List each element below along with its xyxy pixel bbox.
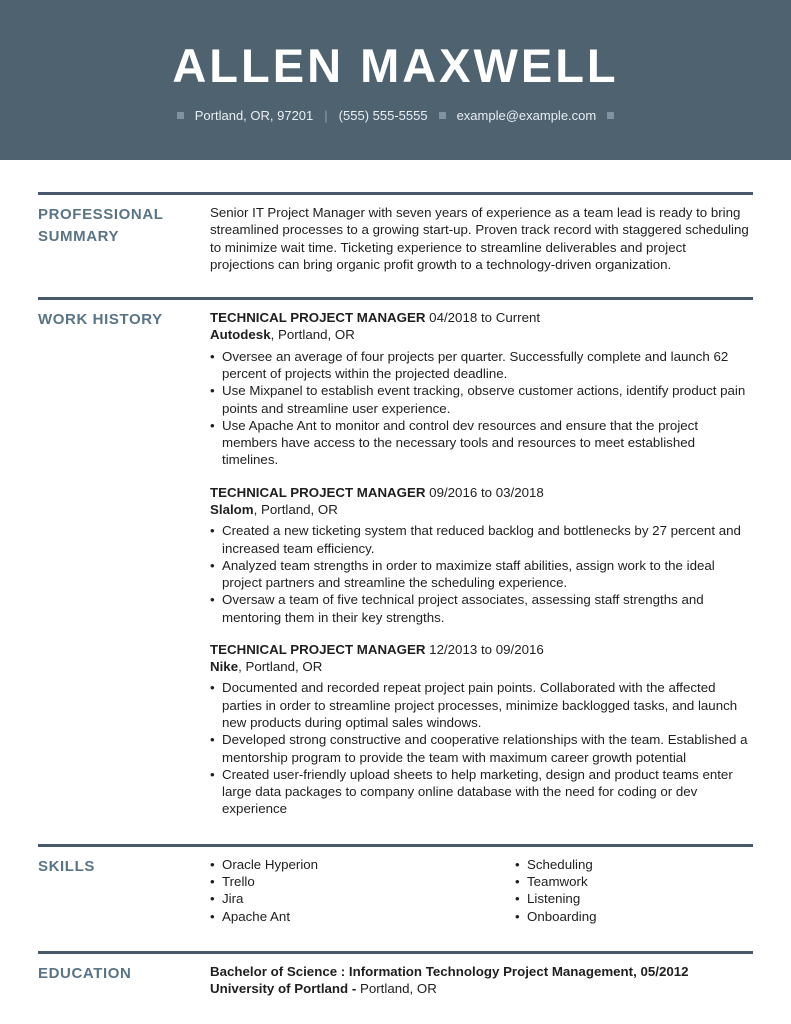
section-heading-skills: SKILLS xyxy=(38,857,95,875)
skill-item: • Jira xyxy=(210,890,515,907)
job-company-location: , Portland, OR xyxy=(270,327,355,343)
job-bullet: • Created a new ticketing system that reduced backlog and bottlenecks by 27 percent and increased team efficiency. xyxy=(210,522,753,557)
job-company-location: , Portland, OR xyxy=(253,501,338,517)
job-title: TECHNICAL PROJECT MANAGER xyxy=(210,310,426,326)
contact-email: example@example.com xyxy=(456,107,597,123)
education-degree: Bachelor of Science : Information Technology Project Management, 05/2012 xyxy=(210,963,689,979)
section-work-history xyxy=(38,297,753,818)
job-entry xyxy=(210,309,753,469)
job-company-location: , Portland, OR xyxy=(238,659,323,675)
education-school: University of Portland - xyxy=(210,981,357,997)
job-entry xyxy=(210,641,753,818)
job-company-line xyxy=(210,501,753,518)
job-title-line xyxy=(210,641,753,658)
job-bullet-list xyxy=(210,679,753,817)
job-bullet-list xyxy=(210,522,753,626)
job-dates: 04/2018 to Current xyxy=(425,310,541,326)
skills-column-left xyxy=(210,856,515,925)
section-heading-summary: PROFESSIONAL SUMMARY xyxy=(38,206,164,245)
skill-item: • Scheduling xyxy=(515,856,753,873)
job-bullet: • Use Mixpanel to establish event tracking, observe customer actions, identify product pain points and streamline user experience. xyxy=(210,382,753,417)
job-bullet: • Oversaw a team of five technical project associates, assessing staff strengths and mentoring them in their key strengths. xyxy=(210,591,753,626)
job-company: Slalom xyxy=(210,501,254,517)
summary-text: Senior IT Project Manager with seven years of experience as a team lead is ready to bring streamlined processes to a growing start-up. Proven track record with staggered scheduling to minimize wait time. Ticketing experience to streamline deliverables and project projections can bring organic profit growth to a technology-driven organization. xyxy=(210,205,749,272)
skill-item: • Teamwork xyxy=(515,873,753,890)
job-bullet: • Oversee an average of four projects per quarter. Successfully complete and launch 62 percent of projects within the projected deadline. xyxy=(210,348,753,383)
section-heading-education: EDUCATION xyxy=(38,964,132,982)
job-company: Nike xyxy=(210,659,239,675)
skills-column-right xyxy=(515,856,753,925)
square-bullet-icon xyxy=(439,112,446,119)
skill-item: • Trello xyxy=(210,873,515,890)
job-bullet: • Use Apache Ant to monitor and control dev resources and ensure that the project members have access to the necessary tools and resources to meet established timelines. xyxy=(210,417,753,469)
job-company: Autodesk xyxy=(210,327,271,343)
skill-item: • Onboarding xyxy=(515,908,753,925)
job-dates: 09/2016 to 03/2018 xyxy=(425,484,544,500)
education-school-line xyxy=(210,980,753,997)
section-skills xyxy=(38,844,753,925)
job-bullet-list xyxy=(210,348,753,469)
education-school-location: Portland, OR xyxy=(356,981,437,997)
header-banner xyxy=(0,0,791,160)
contact-line xyxy=(0,108,791,123)
job-title-line xyxy=(210,309,753,326)
job-dates: 12/2013 to 09/2016 xyxy=(425,641,544,657)
job-company-line xyxy=(210,326,753,343)
section-professional-summary xyxy=(38,192,753,273)
candidate-name: ALLEN MAXWELL xyxy=(172,39,619,92)
resume-body xyxy=(0,192,791,997)
contact-phone: (555) 555-5555 xyxy=(338,107,428,123)
square-bullet-icon xyxy=(177,112,184,119)
square-bullet-icon xyxy=(607,112,614,119)
job-title: TECHNICAL PROJECT MANAGER xyxy=(210,484,426,500)
contact-location: Portland, OR, 97201 xyxy=(194,107,314,123)
job-bullet: • Developed strong constructive and cooperative relationships with the team. Established a mentorship program to provide the team with maximum career growth potential xyxy=(210,731,753,766)
skill-item: • Apache Ant xyxy=(210,908,515,925)
job-entry xyxy=(210,484,753,626)
skills-columns xyxy=(210,856,753,925)
pipe-separator: | xyxy=(324,107,328,123)
skill-item: • Oracle Hyperion xyxy=(210,856,515,873)
job-company-line xyxy=(210,658,753,675)
skill-item: • Listening xyxy=(515,890,753,907)
job-title: TECHNICAL PROJECT MANAGER xyxy=(210,641,426,657)
job-bullet: • Created user-friendly upload sheets to help marketing, design and product teams enter large data packages to company online database with the need for coding or dev experience xyxy=(210,766,753,818)
job-bullet: • Analyzed team strengths in order to maximize staff abilities, assign work to the ideal project partners and streamline the scheduling experience. xyxy=(210,557,753,592)
section-education xyxy=(38,951,753,998)
section-heading-work-history: WORK HISTORY xyxy=(38,311,163,329)
job-title-line xyxy=(210,484,753,501)
job-bullet: • Documented and recorded repeat project pain points. Collaborated with the affected parties in order to streamline project processes, minimize backlogged tasks, and launch new products during optimal sales windows. xyxy=(210,679,753,731)
